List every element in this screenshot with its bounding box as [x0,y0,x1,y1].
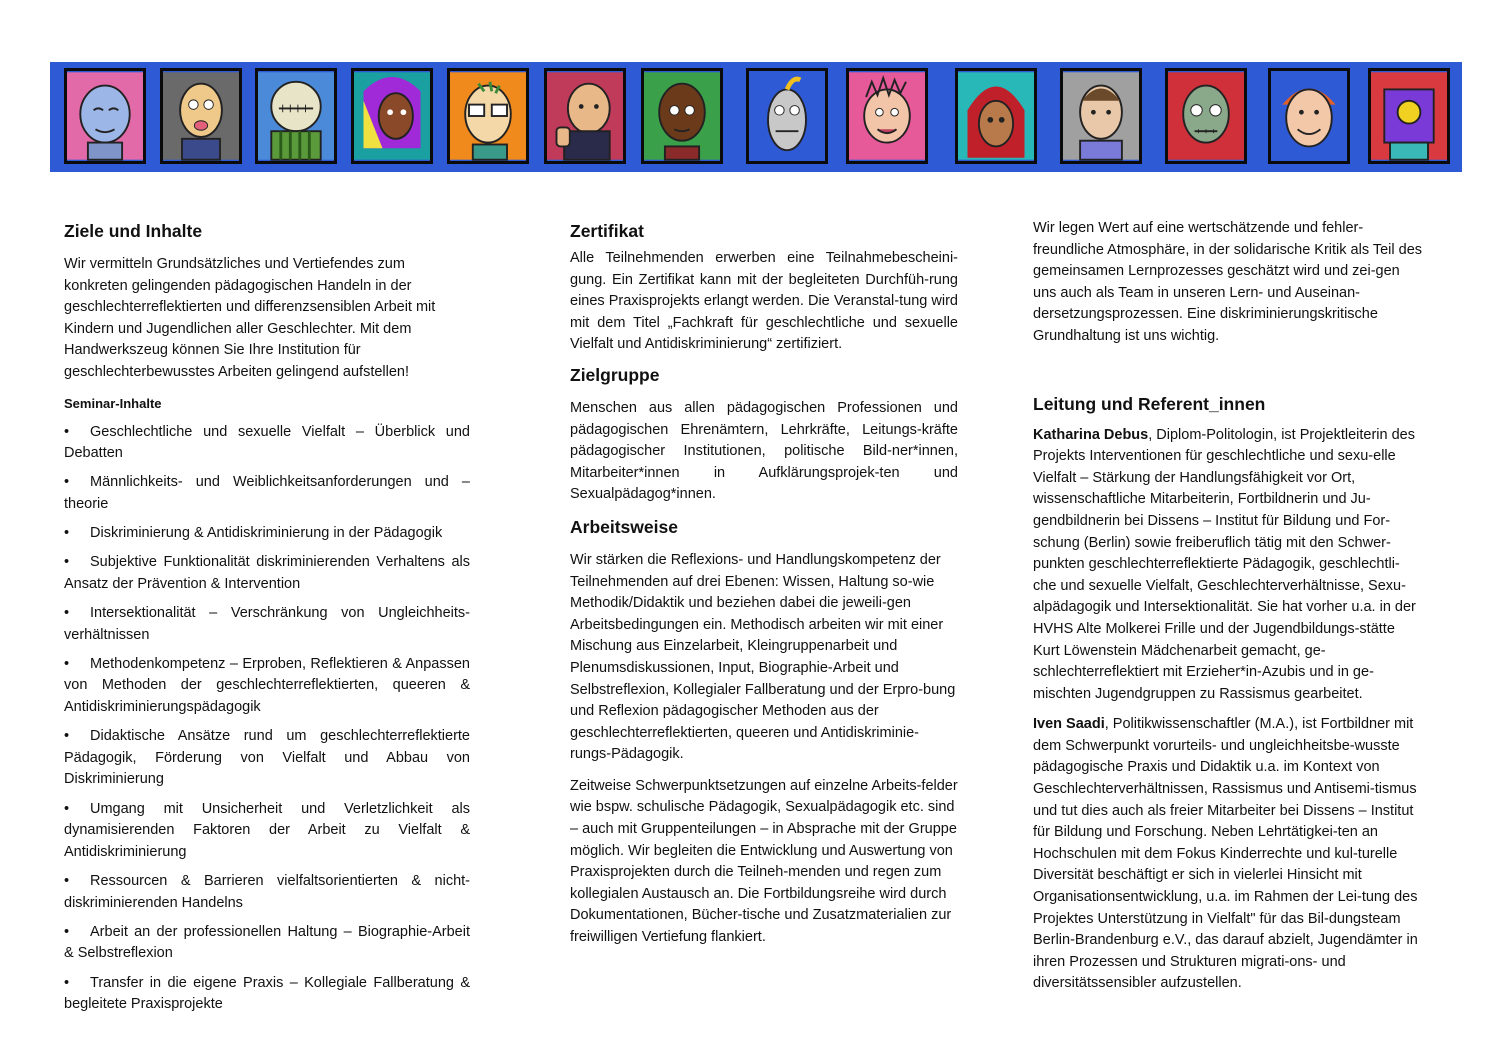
portrait-tile [955,68,1037,164]
zertifikat-text: Alle Teilnehmenden erwerben eine Teilnahmebescheini-gung. Ein Zertifikat kann mit der begleiteten Durchfüh-rung eines Praxisprojekts erlangt werden. Die Veranstal-tung wird mit dem Titel „Fachkraft für geschlechtliche und sexuelle Vielfalt und Antidiskriminierung“ zertifiziert. [570,250,958,353]
list-item: • Umgang mit Unsicherheit und Verletzlichkeit als dynamisierenden Faktoren der Arbeit zu Vielfalt & Antidiskriminierung [64,800,470,860]
list-item: • Methodenkompetenz – Erproben, Reflektieren & Anpassen von Methoden der geschlechterreflektierten, queeren & Antidiskriminierungspädagogik [64,655,470,716]
red-hair-character-icon [958,71,1034,161]
portrait-tile [846,68,928,164]
list-item: • Transfer in die eigene Praxis – Kollegiale Fallberatung & begleitete Praxisprojekte [64,974,470,1013]
portrait-tile [447,68,529,164]
portrait-tile [544,68,626,164]
list-item: • Ressourcen & Barrieren vielfaltsorientierten & nicht-diskriminierenden Handelns [64,873,470,911]
list-item: • Intersektionalität – Verschränkung von Ungleichheits-verhältnissen [64,605,470,643]
person-bio-saadi: Iven Saadi, Politikwissenschaftler (M.A.), ist Fortbildner mit dem Schwerpunkt vorurteils- und ungleichheitsbe-wusste pädagogische Praxis und Didaktik u.a. im Kontext von Geschlechterverhältnissen, Rassismus und Antisemi-tismus und tut dies auch als freier Mitarbeiter bei Dissens – Institut für Bildung und Forschung. Neben Lehrtätigkei-ten an Hochschulen mit dem Fokus Kinderrechte und kul-turelle Diversität beschäftigt er sich in vielerlei Hinsicht mit Organisationsentwicklung, u.a. im Rahmen der Lei-tung des Projektes Unterstützung in Vielfalt" für das Bil-dungsteam Berlin-Brandenburg e.V., das darauf abzielt, Jugendämter in ihren Prozessen und Strukturen migrati-ons- und diversitätssensibler aufzustellen. [1033,716,1418,992]
pigtail-character-icon [749,71,825,161]
portrait-tile [1060,68,1142,164]
portrait-tile [255,68,337,164]
person-name: Iven Saadi [1033,716,1105,733]
list-item: • Diskriminierung & Antidiskriminierung in der Pädagogik [64,525,443,542]
stitched-character-icon [258,71,334,161]
zertifikat-heading: Zertifikat [570,221,644,241]
glasses-character-icon [450,71,526,161]
zielgruppe-heading: Zielgruppe [570,364,660,385]
zombie-character-icon [1168,71,1244,161]
list-item: • Didaktische Ansätze rund um geschlechterreflektierte Pädagogik, Förderung von Vielfalt und Abbau von Diskriminierung [64,728,470,788]
arbeitsweise-heading: Arbeitsweise [570,516,678,537]
portrait-tile [1165,68,1247,164]
ziele-heading: Ziele und Inhalte [64,221,203,241]
portrait-tile [641,68,723,164]
header-banner [50,62,1462,172]
portrait-tile [64,68,146,164]
list-item: • Arbeit an der professionellen Haltung – Biographie-Arbeit & Selbstreflexion [64,923,470,962]
column-left [64,218,470,1023]
dark-character-icon [644,71,720,161]
purple-hair-character-icon [354,71,430,161]
list-item: • Geschlechtliche und sexuelle Vielfalt – Überblick und Debatten [64,423,470,462]
person-bio-debus: Katharina Debus, Diplom-Politologin, ist Projektleiterin des Projekts Interventionen für geschlechtliche und sexu-elle Vielfalt – Stärkung der Handlungsfähigkeit vor Ort, wissenschaftliche Mitarbeiterin, Fortbildnerin und Ju-gendbildnerin bei Dissens – Institut für Bildung und For-schung (Berlin) sowie freiberuflich tätig mit den Schwer-punkten geschlechterreflektierte Pädagogik, geschlechtli-che und sexuelle Vielfalt, Geschlechterverhältnisse, Sexu-alpädagogik und Intersektionalität. Sie hat vorher u.a. in der HVHS Alte Molkerei Frille und der Jugendbildungs-stätte Kurt Löwenstein Mädchenarbeit gemacht, ge-schlechterreflektiert mit Erzieher*in-Azubis und in ge-mischten Jugendgruppen zu Rassismus gearbeitet. [1033,426,1416,702]
portrait-tile [746,68,828,164]
column-right [1033,218,1423,995]
arbeitsweise-text-1: Wir stärken die Reflexions- und Handlungskompetenz der Teilnehmenden auf drei Ebenen: Wissen, Haltung so-wie Methodik/Didaktik und beziehen dabei die jeweili-gen Arbeitsbedingungen ein. Methodisch arbeiten wir mit einer Mischung aus Einzelarbeit, Kleingruppenarbeit und Plenumsdiskussionen, Input, Biographie-Arbeit und Selbstreflexion, Kollegialer Fallberatung und der Erpro-bung und Reflexion pädagogischer Methoden aus der geschlechterreflektierten, queeren und Antidiskriminie-rungs-Pädagogik. [570,551,956,763]
shirt-character-icon [1371,71,1447,161]
arbeitsweise-text-2: Zeitweise Schwerpunktsetzungen auf einzelne Arbeits-felder wie bspw. schulische Pädagogik, Sexualpädagogik etc. sind – auch mit Gruppenteilungen – in Absprache mit der Gruppe möglich. Wir begleiten die Entwicklung und Auswertung von Praxisprojekten durch die Teilneh-menden und regen zum kollegialen Austausch an. Die Fortbildungsreihe wird durch Dokumentationen, Bücher-tische und Zusatzmaterialien zur freiwilligen Vertiefung flankiert. [570,777,958,946]
bald-character-icon [67,71,143,161]
smiling-character-icon [1271,71,1347,161]
seminar-inhalte-heading: Seminar-Inhalte [64,395,162,411]
tongue-character-icon [163,71,239,161]
seminar-list [64,422,470,1016]
column-middle [570,218,958,949]
portrait-tile [160,68,242,164]
atmosphaere-text: Wir legen Wert auf eine wertschätzende und fehler-freundliche Atmosphäre, in der solidarische Kritik als Teil des gemeinsamen Lernprozesses geschätzt wird und zei-gen uns auch als Team in unseren Lern- und Auseinan-dersetzungsprozessen. Eine diskriminierungskritische Grundhaltung ist uns wichtig. [1033,220,1423,344]
list-item: • Männlichkeits- und Weiblichkeitsanforderungen und –theorie [64,474,470,512]
portrait-tile [351,68,433,164]
leitung-heading: Leitung und Referent_innen [1033,393,1266,414]
portrait-tile [1368,68,1450,164]
person-name: Katharina Debus [1033,426,1149,443]
thumbs-up-character-icon [547,71,623,161]
portrait-tile [1268,68,1350,164]
spiky-hair-character-icon [849,71,925,161]
ziele-intro: Wir vermitteln Grundsätzliches und Vertiefendes zum konkreten gelingenden pädagogischen Handeln in der geschlechterreflektierten und differenzsensiblen Arbeit mit Kindern und Jugendlichen aller Geschlechter. Mit dem Handwerkszeug können Sie Ihre Institution für geschlechterbewusstes Arbeiten gelingend aufstellen! [64,256,436,380]
boy-character-icon [1063,71,1139,161]
zielgruppe-text: Menschen aus allen pädagogischen Professionen und pädagogischen Ehrenämtern, Lehrkräfte, Leitungs-kräfte pädagogischer Institutionen, politische Bild-ner*innen, Mitarbeiter*innen in Aufklärungsprojek-ten und Sexualpädagog*innen. [570,399,958,503]
list-item: • Subjektive Funktionalität diskriminierenden Verhaltens als Ansatz der Prävention & Intervention [64,554,470,592]
